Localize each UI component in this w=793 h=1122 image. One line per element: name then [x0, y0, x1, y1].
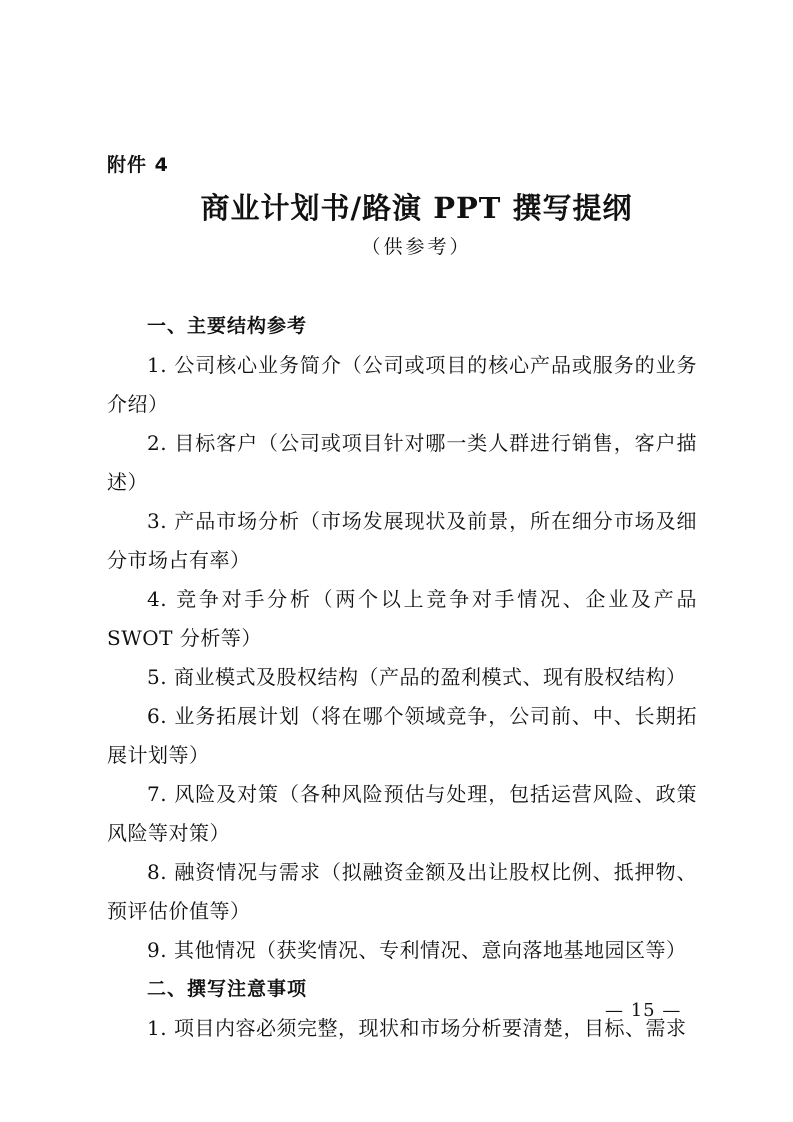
structure-item-9: 9. 其他情况（获奖情况、专利情况、意向落地基地园区等）: [147, 938, 687, 962]
structure-item-7: 7. 风险及对策（各种风险预估与处理，包括运营风险、政策风险等对策）: [107, 782, 697, 845]
structure-item-2: 2. 目标客户（公司或项目针对哪一类人群进行销售，客户描述）: [107, 431, 697, 494]
notes-item-1: 1. 项目内容必须完整，现状和市场分析要清楚，目标、需求: [147, 1016, 687, 1040]
structure-item-5: 5. 商业模式及股权结构（产品的盈利模式、现有股权结构）: [147, 665, 687, 689]
structure-item-1: 1. 公司核心业务简介（公司或项目的核心产品或服务的业务介绍）: [107, 353, 697, 416]
document-title: 商业计划书/路演 PPT 撰写提纲: [200, 191, 633, 225]
section-heading-notes: 二、撰写注意事项: [147, 978, 308, 1000]
structure-item-6: 6. 业务拓展计划（将在哪个领域竞争，公司前、中、长期拓展计划等）: [107, 704, 697, 767]
section-heading-structure: 一、主要结构参考: [147, 315, 308, 337]
page-number: — 15 —: [605, 1000, 682, 1021]
structure-item-8: 8. 融资情况与需求（拟融资金额及出让股权比例、抵押物、预评估价值等）: [107, 860, 697, 923]
structure-item-3: 3. 产品市场分析（市场发展现状及前景，所在细分市场及细分市场占有率）: [107, 509, 697, 572]
attachment-label: 附件 4: [107, 154, 169, 176]
structure-item-4: 4. 竞争对手分析（两个以上竞争对手情况、企业及产品 SWOT 分析等）: [107, 587, 697, 650]
document-subtitle: （供参考）: [361, 236, 472, 258]
document-body: [107, 307, 697, 1048]
